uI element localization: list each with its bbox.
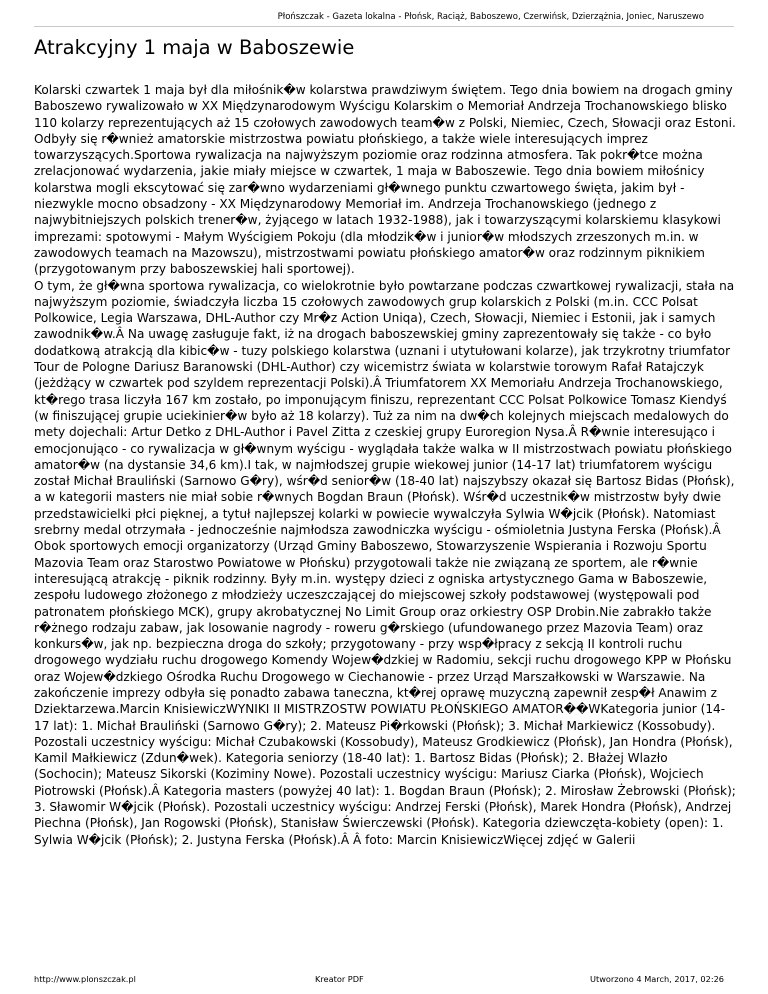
footer-url: http://www.plonszczak.pl (34, 974, 136, 984)
footer-created-date: Utworzono 4 March, 2017, 02:26 (590, 974, 724, 984)
article-paragraph-2: O tym, że gł�wna sportowa rywalizacja, co wielokrotnie było powtarzane podczas czwartkowej rywalizacji, stała na najwyższym poziomie, świadczyła liczba 15 czołowych zawodowych grup kolarskich z Polski (m.in. CCC Polsat Polkowice, Legia Warszawa, DHL-Author czy Mr�z Action Uniqa), Czech, Słowacji, Niemiec i Estonii, jak i samych zawodnik�w.Â Na uwagę zasługuje fakt, iż na drogach baboszewskiej gminy zaprezentowały się także - co było dodatkową atrakcją dla kibic�w - tuzy polskiego kolarstwa (uznani i utytułowani kolarze), jak trzykrotny triumfator Tour de Pologne Dariusz Baranowski (DHL-Author) czy wicemistrz świata w kolarstwie torowym Rafał Ratajczyk (jeżdżący w czwartek pod szyldem reprezentacji Polski).Â Triumfatorem XX Memoriału Andrzeja Trochanowskiego, kt�rego trasa liczyła 167 km zostało, po imponującym finiszu, reprezentant CCC Polsat Polkowice Tomasz Kiendyś (w finiszującej grupie uciekinier�w było aż 18 kolarzy). Tuż za nim na dw�ch kolejnych miejscach medalowych do mety dojechali: Artur Detko z DHL-Author i Pavel Zitta z czeskiej grupy Euroregion Nysa.Â R�wnie interesująco i emocjonująco - co rywalizacja w gł�wnym wyścigu - wyglądała także walka w II mistrzostwach powiatu płońskiego amator�w (na dystansie 34,6 km).I tak, w najmłodszej grupie wiekowej junior (14-17 lat) triumfatorem wyścigu został Michał Brauliński (Sarnowo G�ry), wśr�d senior�w (18-40 lat) najszybszy okazał się Bartosz Bidas (Płońsk), a w kategorii masters nie miał sobie r�wnych Bogdan Braun (Płońsk). Wśr�d uczestnik�w mistrzostw były dwie przedstawicielki płci pięknej, a tytuł najlepszej kolarki w powiecie wywalczyła Sylwia W�jcik (Płońsk). Natomiast srebrny medal otrzymała - jednocześnie najmłodsza zawodniczka wyścigu - ośmioletnia Justyna Ferska (Płońsk).Â Obok sportowych emocji organizatorzy (Urząd Gminy Baboszewo, Stowarzyszenie Wspierania i Rozwoju Sportu Mazovia Team oraz Starostwo Powiatowe w Płońsku) przygotowali także nie związaną ze sportem, ale r�wnie interesującą atrakcję - piknik rodzinny. Były m.in. występy dzieci z ogniska artystycznego Gama w Baboszewie, zespołu ludowego złożonego z młodzieży uczeszczającej do miejscowej szkoły podstawowej (występowali pod patronatem płońskiego MCK), grupy akrobatycznej No Limit Group oraz orkiestry OSP Drobin.Nie zabrakło także r�żnego rodzaju zabaw, jak losowanie nagrody - roweru g�rskiego (ufundowanego przez Mazovia Team) oraz konkurs�w, jak np. bezpieczna droga do szkoły; przygotowany - przy wsp�łpracy z sekcją II kontroli ruchu drogowego wydziału ruchu drogowego Komendy Wojew�dzkiej w Radomiu, sekcji ruchu drogowego KPP w Płońsku oraz Wojew�dzkiego Ośrodka Ruchu Drogowego w Ciechanowie - przez Urząd Marszałkowski w Warszawie. Na zakończenie imprezy odbyła się ponadto zabawa taneczna, kt�rej oprawę muzyczną zapewnił zesp�ł Anawim z Dziektarzewa.Marcin KnisiewiczWYNIKI II MISTRZOSTW POWIATU PŁOŃSKIEGO AMATOR��WKategoria junior (14-17 lat): 1. Michał Brauliński (Sarnowo G�ry); 2. Mateusz Pi�rkowski (Płońsk); 3. Michał Markiewicz (Kossobudy). Pozostali uczestnicy wyścigu: Michał Czubakowski (Kossobudy), Mateusz Grodkiewicz (Płońsk), Jan Hondra (Płońsk), Kamil Małkiewicz (Zdun�wek). Kategoria seniorzy (18-40 lat): 1. Bartosz Bidas (Płońsk); 2. Błażej Wlazło (Sochocin); Mateusz Sikorski (Koziminy Nowe). Pozostali uczestnicy wyścigu: Mariusz Ciarka (Płońsk), Wojciech Piotrowski (Płońsk).Â Kategoria masters (powyżej 40 lat): 1. Bogdan Braun (Płońsk); 2. Mirosław Żebrowski (Płońsk); 3. Sławomir W�jcik (Płońsk). Pozostali uczestnicy wyścigu: Andrzej Ferski (Płońsk), Marek Hondra (Płońsk), Andrzej Piechna (Płońsk), Jan Rogowski (Płońsk), Stanisław Świerczewski (Płońsk). Kategoria dziewczęta-kobiety (open): 1. Sylwia W�jcik (Płońsk); 2. Justyna Ferska (Płońsk).Â Â foto: Marcin KnisiewiczWięcej zdjęć w Galerii (34, 278, 736, 847)
article-body (34, 82, 736, 848)
footer-generator: Kreator PDF (315, 974, 364, 984)
page-footer (34, 974, 734, 986)
page-header: Płońszczak - Gazeta lokalna - Płońsk, Raciąż, Baboszewo, Czerwińsk, Dzierzążnia, Joniec, Naruszewo (277, 12, 704, 22)
article-title: Atrakcyjny 1 maja w Baboszewie (34, 36, 355, 59)
header-divider (34, 26, 734, 27)
article-paragraph-1: Kolarski czwartek 1 maja był dla miłośnik�w kolarstwa prawdziwym świętem. Tego dnia bowiem na drogach gminy Baboszewo rywalizowało w XX Międzynarodowym Wyścigu Kolarskim o Memoriał Andrzeja Trochanowskiego blisko 110 kolarzy reprezentujących aż 15 czołowych zawodowych team�w z Polski, Niemiec, Czech, Słowacji oraz Estoni. Odbyły się r�wnież amatorskie mistrzostwa powiatu płońskiego, a także wiele interesujących imprez towarzyszących.Sportowa rywalizacja na najwyższym poziomie oraz rodzinna atmosfera. Tak pokr�tce można zrelacjonować wydarzenia, jakie miały miejsce w czwartek, 1 maja w Baboszewie. Tego dnia bowiem miłośnicy kolarstwa mogli ekscytować się zar�wno wydarzeniami gł�wnego punktu czwartowego święta, jakim był - niezwykle mocno obsadzony - XX Międzynarodowy Memoriał im. Andrzeja Trochanowskiego (jednego z najwybitniejszych polskich trener�w, żyjącego w latach 1932-1988), jak i towarzyszącymi kolarskiemu klasykowi imprezami: spotowymi - Małym Wyścigiem Pokoju (dla młodzik�w i junior�w młodszych zrzeszonych m.in. w zawodowych teamach na Mazowszu), mistrzostwami powiatu płońskiego amator�w oraz rodzinnym piknikiem (przygotowanym przy baboszewskiej hali sportowej). (34, 83, 736, 277)
